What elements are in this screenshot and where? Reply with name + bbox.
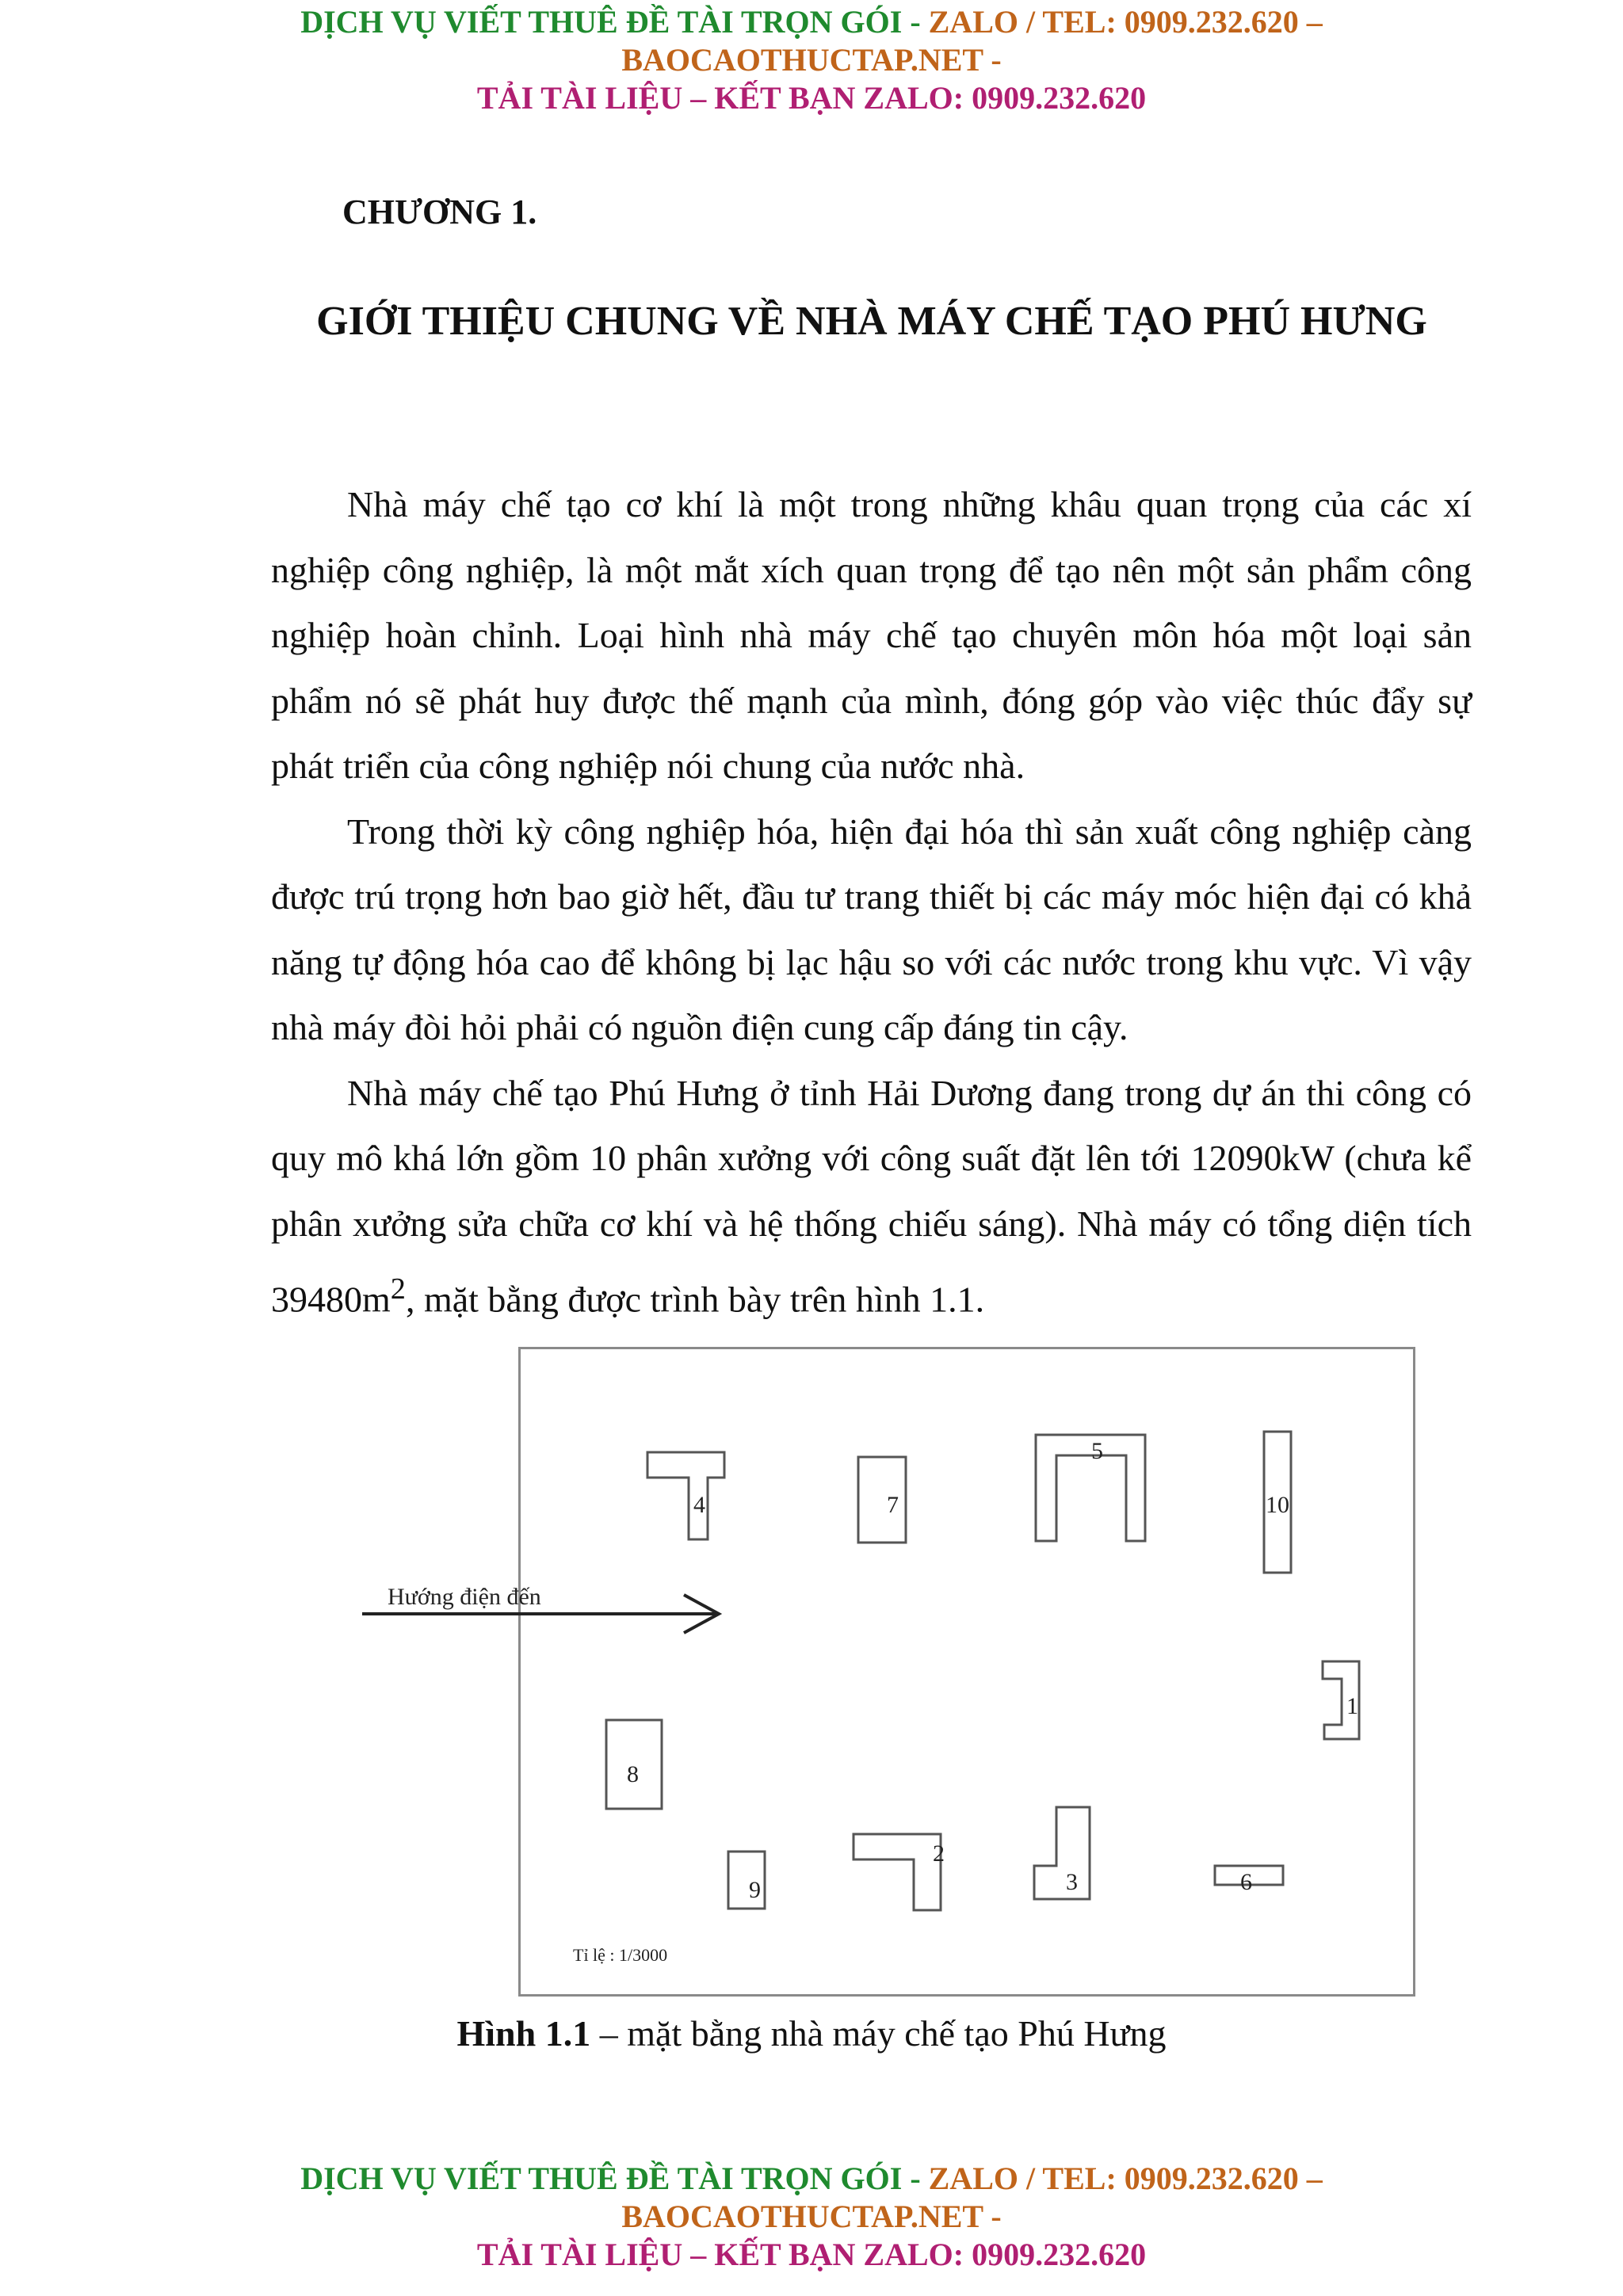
- top-banner: [0, 3, 1623, 117]
- banner-website-link[interactable]: BAOCAOTHUCTAP.NET -: [621, 42, 1002, 78]
- factory-layout-figure: [388, 1347, 1415, 1997]
- area-exponent: 2: [390, 1272, 406, 1306]
- chapter-label: CHƯƠNG 1.: [342, 193, 537, 231]
- paragraph-3-text: Nhà máy chế tạo Phú Hưng ở tỉnh Hải Dương đang trong dự án thi công có quy mô khá lớn gồm 10 phân xưởng với công suất đặt lên tới 12090kW (chưa kể phân xưởng sửa chữa cơ khí và hệ thống chiếu sáng). Nhà máy có tổng diện tích 39480m: [271, 1072, 1472, 1320]
- bottom-banner-phone-text: ZALO / TEL: 0909.232.620 –: [928, 2161, 1323, 2196]
- label-3: 3: [1066, 1869, 1078, 1895]
- bottom-banner-website-link[interactable]: BAOCAOTHUCTAP.NET -: [621, 2199, 1002, 2234]
- building-5: [1036, 1435, 1145, 1541]
- paragraph-1: Nhà máy chế tạo cơ khí là một trong những khâu quan trọng của các xí nghiệp công nghiệp, là một mắt xích quan trọng để tạo nên một sản phẩm công nghiệp hoàn chỉnh. Loại hình nhà máy chế tạo chuyên môn hóa một loại sản phẩm nó sẽ phát huy được thế mạnh của mình, đóng góp vào việc thúc đẩy sự phát triển của công nghiệp nói chung của nước nhà.: [271, 484, 1472, 786]
- banner-line-1: [0, 3, 1623, 41]
- figure-caption: [0, 2012, 1623, 2054]
- building-7: [858, 1457, 906, 1543]
- building-4: [647, 1452, 724, 1539]
- label-5: 5: [1091, 1438, 1103, 1464]
- bottom-banner: [0, 2160, 1623, 2274]
- body-text: [271, 472, 1472, 1333]
- bottom-banner-service-text: DỊCH VỤ VIẾT THUÊ ĐỀ TÀI TRỌN GÓI -: [300, 2161, 929, 2196]
- arrow-label: Hướng điện đến: [388, 1584, 541, 1610]
- paragraph-3: [271, 1061, 1472, 1333]
- label-4: 4: [693, 1492, 705, 1518]
- label-9: 9: [749, 1877, 761, 1903]
- chapter-title: GIỚI THIỆU CHUNG VỀ NHÀ MÁY CHẾ TẠO PHÚ HƯNG: [316, 299, 1427, 344]
- label-10: 10: [1266, 1492, 1289, 1518]
- caption-text: – mặt bằng nhà máy chế tạo Phú Hưng: [590, 2013, 1167, 2054]
- label-6: 6: [1240, 1869, 1252, 1895]
- caption-number: Hình 1.1: [456, 2013, 591, 2054]
- label-2: 2: [933, 1840, 945, 1867]
- label-7: 7: [887, 1492, 899, 1518]
- factory-layout-diagram: [388, 1349, 1418, 1999]
- scale-label: Tỉ lệ : 1/3000: [573, 1945, 668, 1965]
- bottom-banner-line-1: [0, 2160, 1623, 2198]
- paragraph-3-tail: , mặt bằng được trình bày trên hình 1.1.: [405, 1279, 985, 1320]
- bottom-banner-zalo-text: TẢI TÀI LIỆU – KẾT BẠN ZALO: 0909.232.620: [476, 2237, 1147, 2272]
- building-3: [1034, 1807, 1090, 1899]
- banner-zalo-text: TẢI TÀI LIỆU – KẾT BẠN ZALO: 0909.232.620: [476, 80, 1147, 116]
- banner-service-text: DỊCH VỤ VIẾT THUÊ ĐỀ TÀI TRỌN GÓI -: [300, 4, 929, 40]
- building-2: [854, 1834, 941, 1910]
- paragraph-2: Trong thời kỳ công nghiệp hóa, hiện đại hóa thì sản xuất công nghiệp càng được trú trọng hơn bao giờ hết, đầu tư trang thiết bị các máy móc hiện đại có khả năng tự động hóa cao để không bị lạc hậu so với các nước trong khu vực. Vì vậy nhà máy đòi hỏi phải có nguồn điện cung cấp đáng tin cậy.: [271, 810, 1472, 1047]
- label-8: 8: [627, 1761, 639, 1787]
- label-1: 1: [1346, 1693, 1358, 1719]
- banner-phone-text: ZALO / TEL: 0909.232.620 –: [928, 4, 1323, 40]
